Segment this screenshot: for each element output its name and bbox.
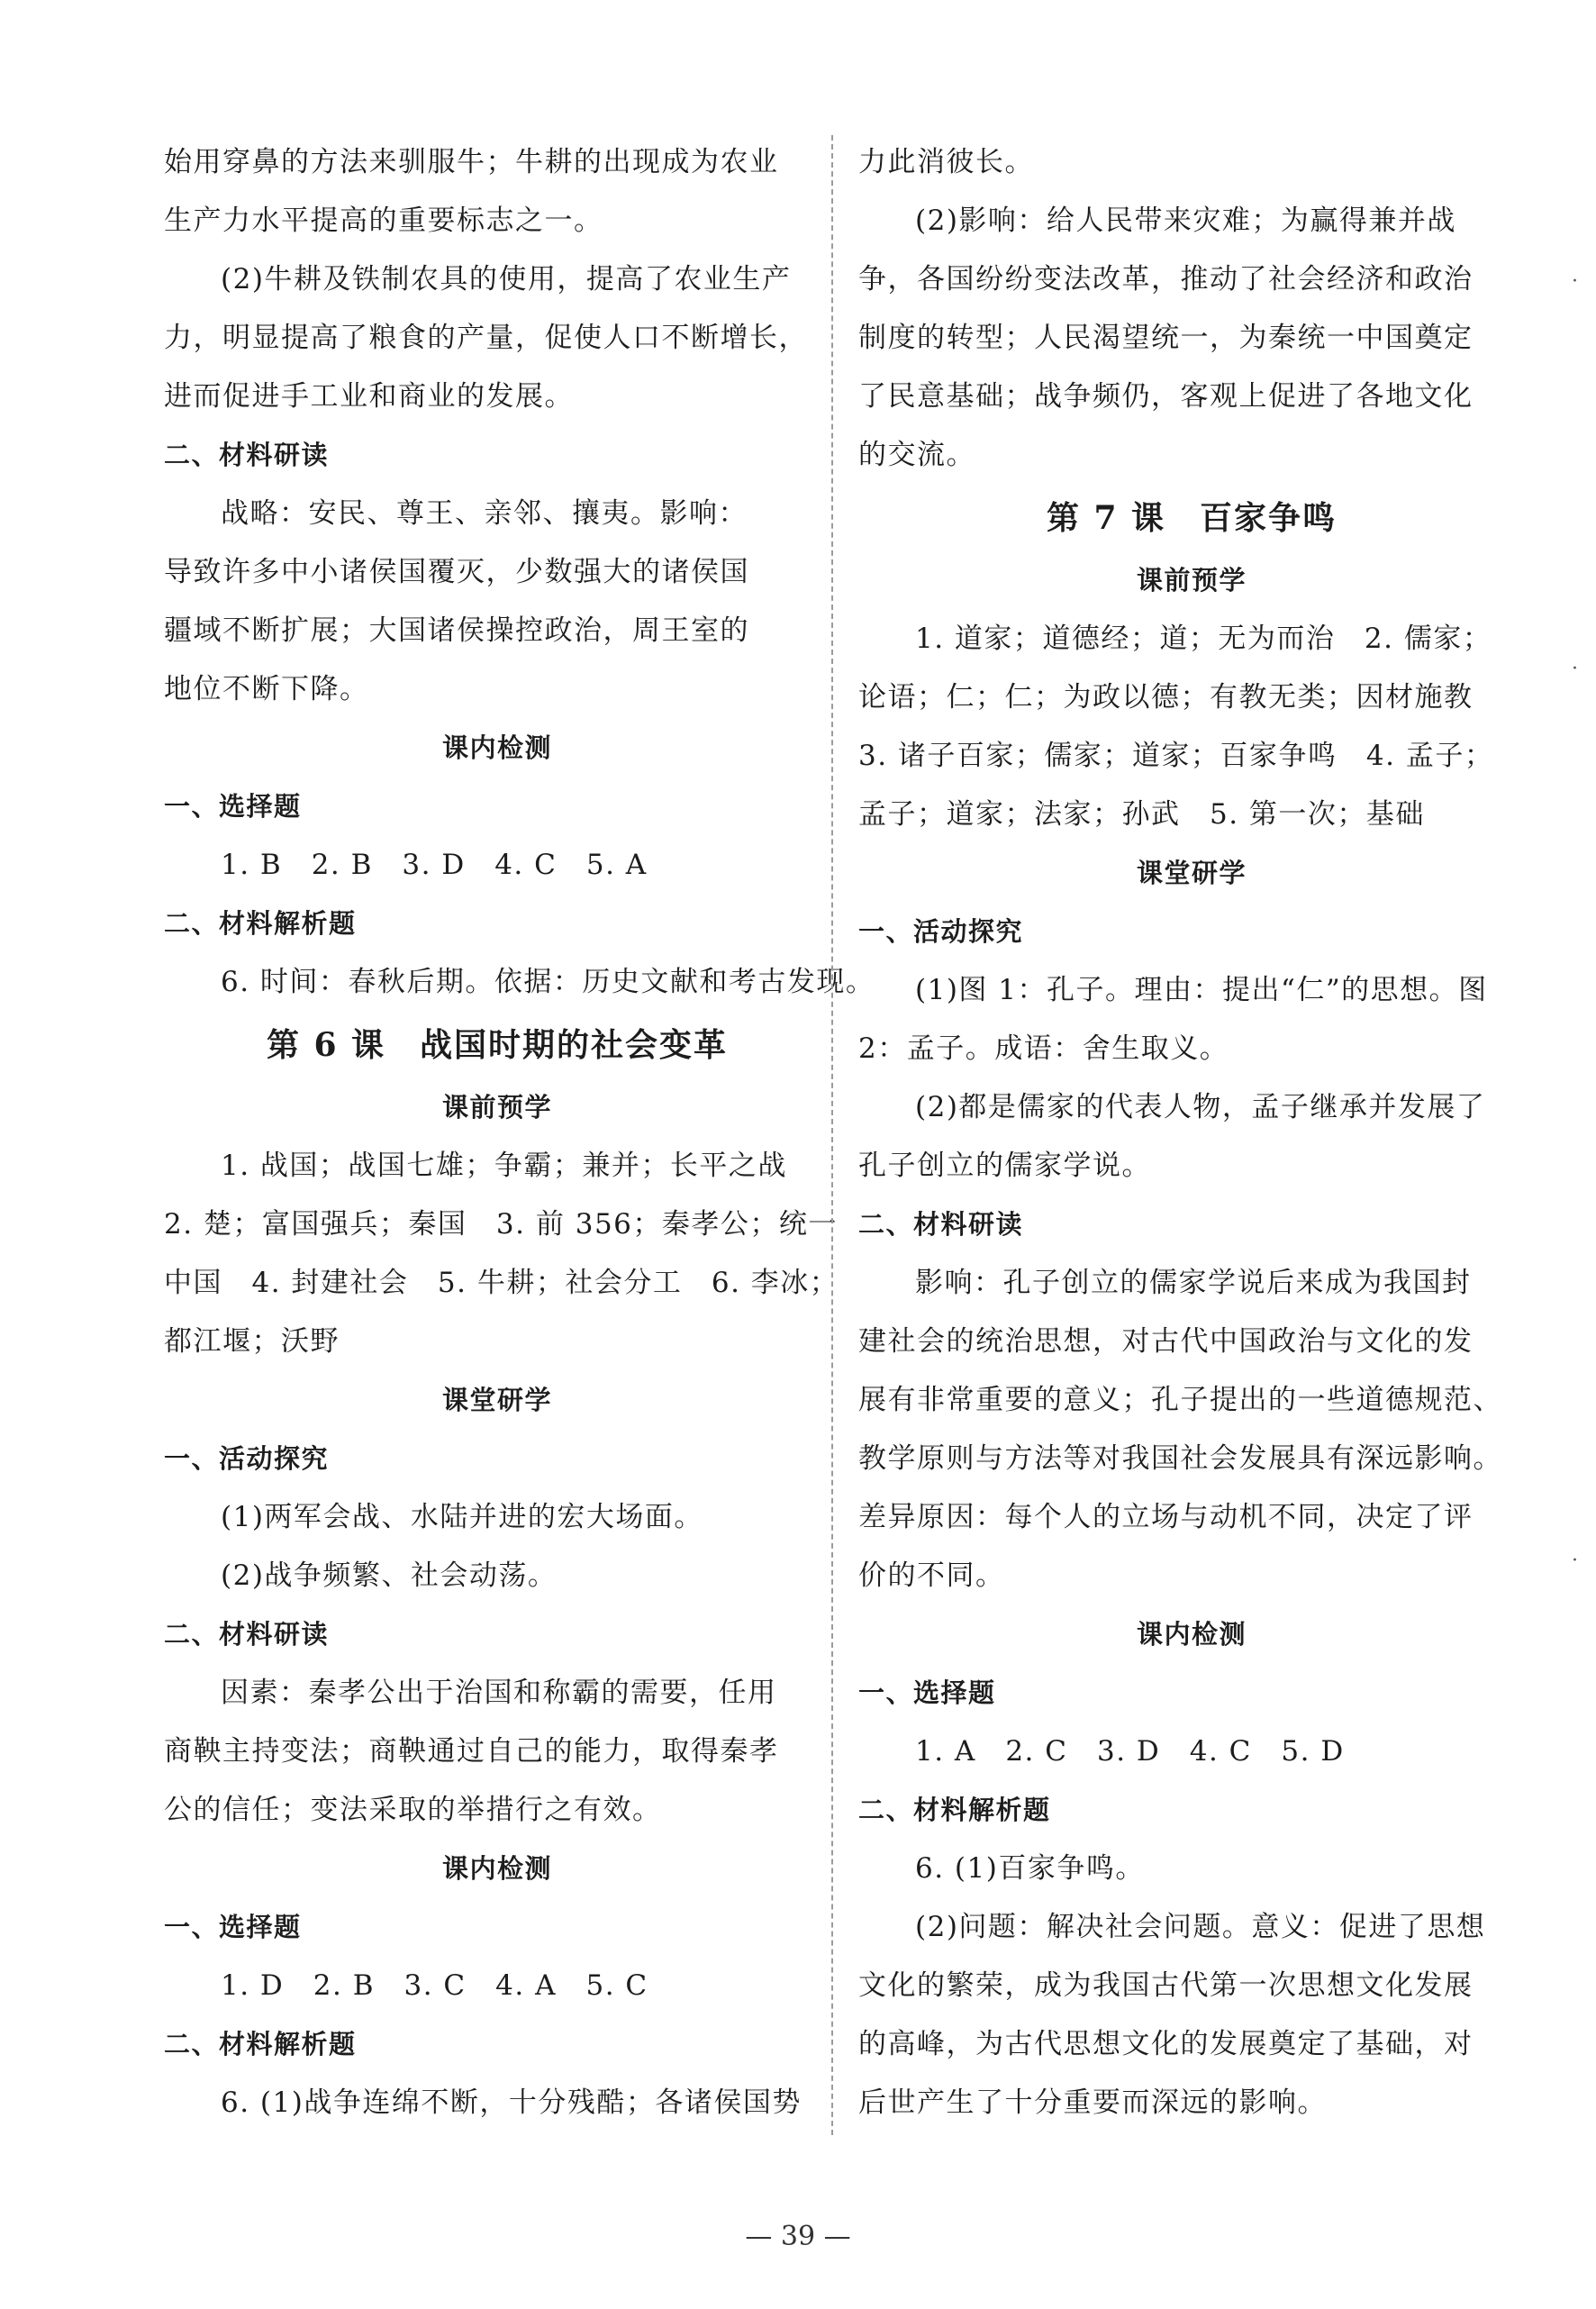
text-line: 文化的繁荣，成为我国古代第一次思想文化发展 — [858, 1969, 1474, 2002]
paragraph-line: 战略：安民、尊王、亲邻、攘夷。影响： — [221, 497, 748, 530]
margin-mark: · — [1572, 658, 1578, 680]
paragraph-line: 1. 战国；战国七雄；争霸；兼并；长平之战 — [221, 1150, 787, 1182]
text-line: 地位不断下降。 — [164, 673, 369, 705]
section-heading: 一、选择题 — [858, 1677, 996, 1708]
section-heading: 二、材料解析题 — [858, 1795, 1051, 1825]
paragraph-line: 1. B 2. B 3. D 4. C 5. A — [221, 849, 648, 881]
lesson-title: 第 6 课 战国时期的社会变革 — [266, 1026, 729, 1064]
paragraph-line: 因素：秦孝公出于治国和称霸的需要，任用 — [221, 1677, 777, 1709]
text-line: 孟子；道家；法家；孙武 5. 第一次；基础 — [858, 798, 1425, 831]
text-line: 价的不同。 — [858, 1559, 1005, 1592]
text-line: 疆域不断扩展；大国诸侯操控政治，周王室的 — [164, 614, 749, 647]
text-line: 公的信任；变法采取的举措行之有效。 — [164, 1794, 662, 1826]
subsection-heading: 课内检测 — [441, 732, 552, 763]
paragraph-line: (2)战争频繁、社会动荡。 — [221, 1559, 558, 1592]
subsection-heading: 课堂研学 — [441, 1385, 552, 1415]
text-line: 进而促进手工业和商业的发展。 — [164, 380, 574, 413]
text-line: 差异原因：每个人的立场与动机不同，决定了评 — [858, 1501, 1474, 1533]
text-line: 论语；仁；仁；为政以德；有教无类；因材施教 — [858, 681, 1474, 714]
text-line: 力，明显提高了粮食的产量，促使人口不断增长， — [164, 322, 808, 354]
paragraph-line: 影响：孔子创立的儒家学说后来成为我国封 — [915, 1267, 1472, 1299]
section-heading: 二、材料研读 — [164, 440, 330, 470]
subsection-heading: 课前预学 — [441, 1092, 552, 1123]
page-number: — 39 — — [745, 2221, 851, 2252]
column-divider — [831, 135, 833, 2135]
text-line: 展有非常重要的意义；孔子提出的一些道德规范、 — [858, 1384, 1502, 1416]
text-line: 了民意基础；战争频仍，客观上促进了各地文化 — [858, 380, 1474, 413]
text-line: 3. 诸子百家；儒家；道家；百家争鸣 4. 孟子； — [858, 740, 1494, 772]
text-line: 建社会的统治思想，对古代中国政治与文化的发 — [858, 1325, 1474, 1358]
paragraph-line: 1. 道家；道德经；道；无为而治 2. 儒家； — [915, 623, 1492, 655]
text-line: 孔子创立的儒家学说。 — [858, 1150, 1151, 1182]
paragraph-line: 6. (1)战争连绵不断，十分残酷；各诸侯国势 — [221, 2086, 802, 2119]
text-line: 后世产生了十分重要而深远的影响。 — [858, 2086, 1327, 2119]
right-column — [858, 133, 1525, 2132]
section-heading: 二、材料研读 — [164, 1619, 330, 1650]
text-line: 制度的转型；人民渴望统一，为秦统一中国奠定 — [858, 322, 1474, 354]
paragraph-line: (1)图 1：孔子。理由：提出“仁”的思想。图 — [915, 974, 1488, 1006]
text-line: 商鞅主持变法；商鞅通过自己的能力，取得秦孝 — [164, 1735, 779, 1768]
lesson-title: 第 7 课 百家争鸣 — [1046, 499, 1338, 537]
text-line: 始用穿鼻的方法来驯服牛；牛耕的出现成为农业 — [164, 146, 779, 178]
left-column — [164, 133, 875, 2132]
subsection-heading: 课前预学 — [1136, 565, 1247, 595]
margin-mark: · — [1572, 270, 1578, 293]
margin-mark: · — [1572, 1550, 1578, 1572]
text-line: 争，各国纷纷变法改革，推动了社会经济和政治 — [858, 263, 1474, 295]
text-line: 的高峰，为古代思想文化的发展奠定了基础，对 — [858, 2028, 1474, 2060]
text-line: 中国 4. 封建社会 5. 牛耕；社会分工 6. 李冰； — [164, 1267, 839, 1299]
paragraph-line: 1. D 2. B 3. C 4. A 5. C — [221, 1969, 648, 2002]
paragraph-line: 6. (1)百家争鸣。 — [915, 1852, 1145, 1885]
section-heading: 一、活动探究 — [164, 1443, 330, 1474]
subsection-heading: 课堂研学 — [1136, 858, 1247, 888]
text-line: 导致许多中小诸侯国覆灭，少数强大的诸侯国 — [164, 556, 749, 588]
section-heading: 二、材料研读 — [858, 1209, 1024, 1240]
paragraph-line: 1. A 2. C 3. D 4. C 5. D — [915, 1735, 1345, 1768]
section-heading: 二、材料解析题 — [164, 908, 357, 939]
paragraph-line: (2)都是儒家的代表人物，孟子继承并发展了 — [915, 1091, 1486, 1123]
section-heading: 二、材料解析题 — [164, 2029, 357, 2059]
paragraph-line: (2)牛耕及铁制农具的使用，提高了农业生产 — [221, 263, 792, 295]
paragraph-line: 6. 时间：春秋后期。依据：历史文献和考古发现。 — [221, 966, 875, 998]
section-heading: 一、选择题 — [164, 791, 302, 822]
text-line: 2：孟子。成语：舍生取义。 — [858, 1032, 1229, 1065]
text-line: 的交流。 — [858, 439, 975, 471]
text-line: 都江堰；沃野 — [164, 1325, 340, 1358]
section-heading: 一、选择题 — [164, 1912, 302, 1942]
text-line: 教学原则与方法等对我国社会发展具有深远影响。 — [858, 1442, 1502, 1475]
text-line: 力此消彼长。 — [858, 146, 1034, 178]
subsection-heading: 课内检测 — [441, 1853, 552, 1884]
paragraph-line: (2)影响：给人民带来灾难；为赢得兼并战 — [915, 205, 1456, 237]
paragraph-line: (2)问题：解决社会问题。意义：促进了思想 — [915, 1911, 1486, 1943]
text-line: 2. 楚；富国强兵；秦国 3. 前 356；秦孝公；统一 — [164, 1208, 838, 1241]
paragraph-line: (1)两军会战、水陆并进的宏大场面。 — [221, 1501, 703, 1533]
section-heading: 一、活动探究 — [858, 916, 1024, 947]
subsection-heading: 课内检测 — [1136, 1619, 1247, 1650]
text-line: 生产力水平提高的重要标志之一。 — [164, 205, 603, 237]
